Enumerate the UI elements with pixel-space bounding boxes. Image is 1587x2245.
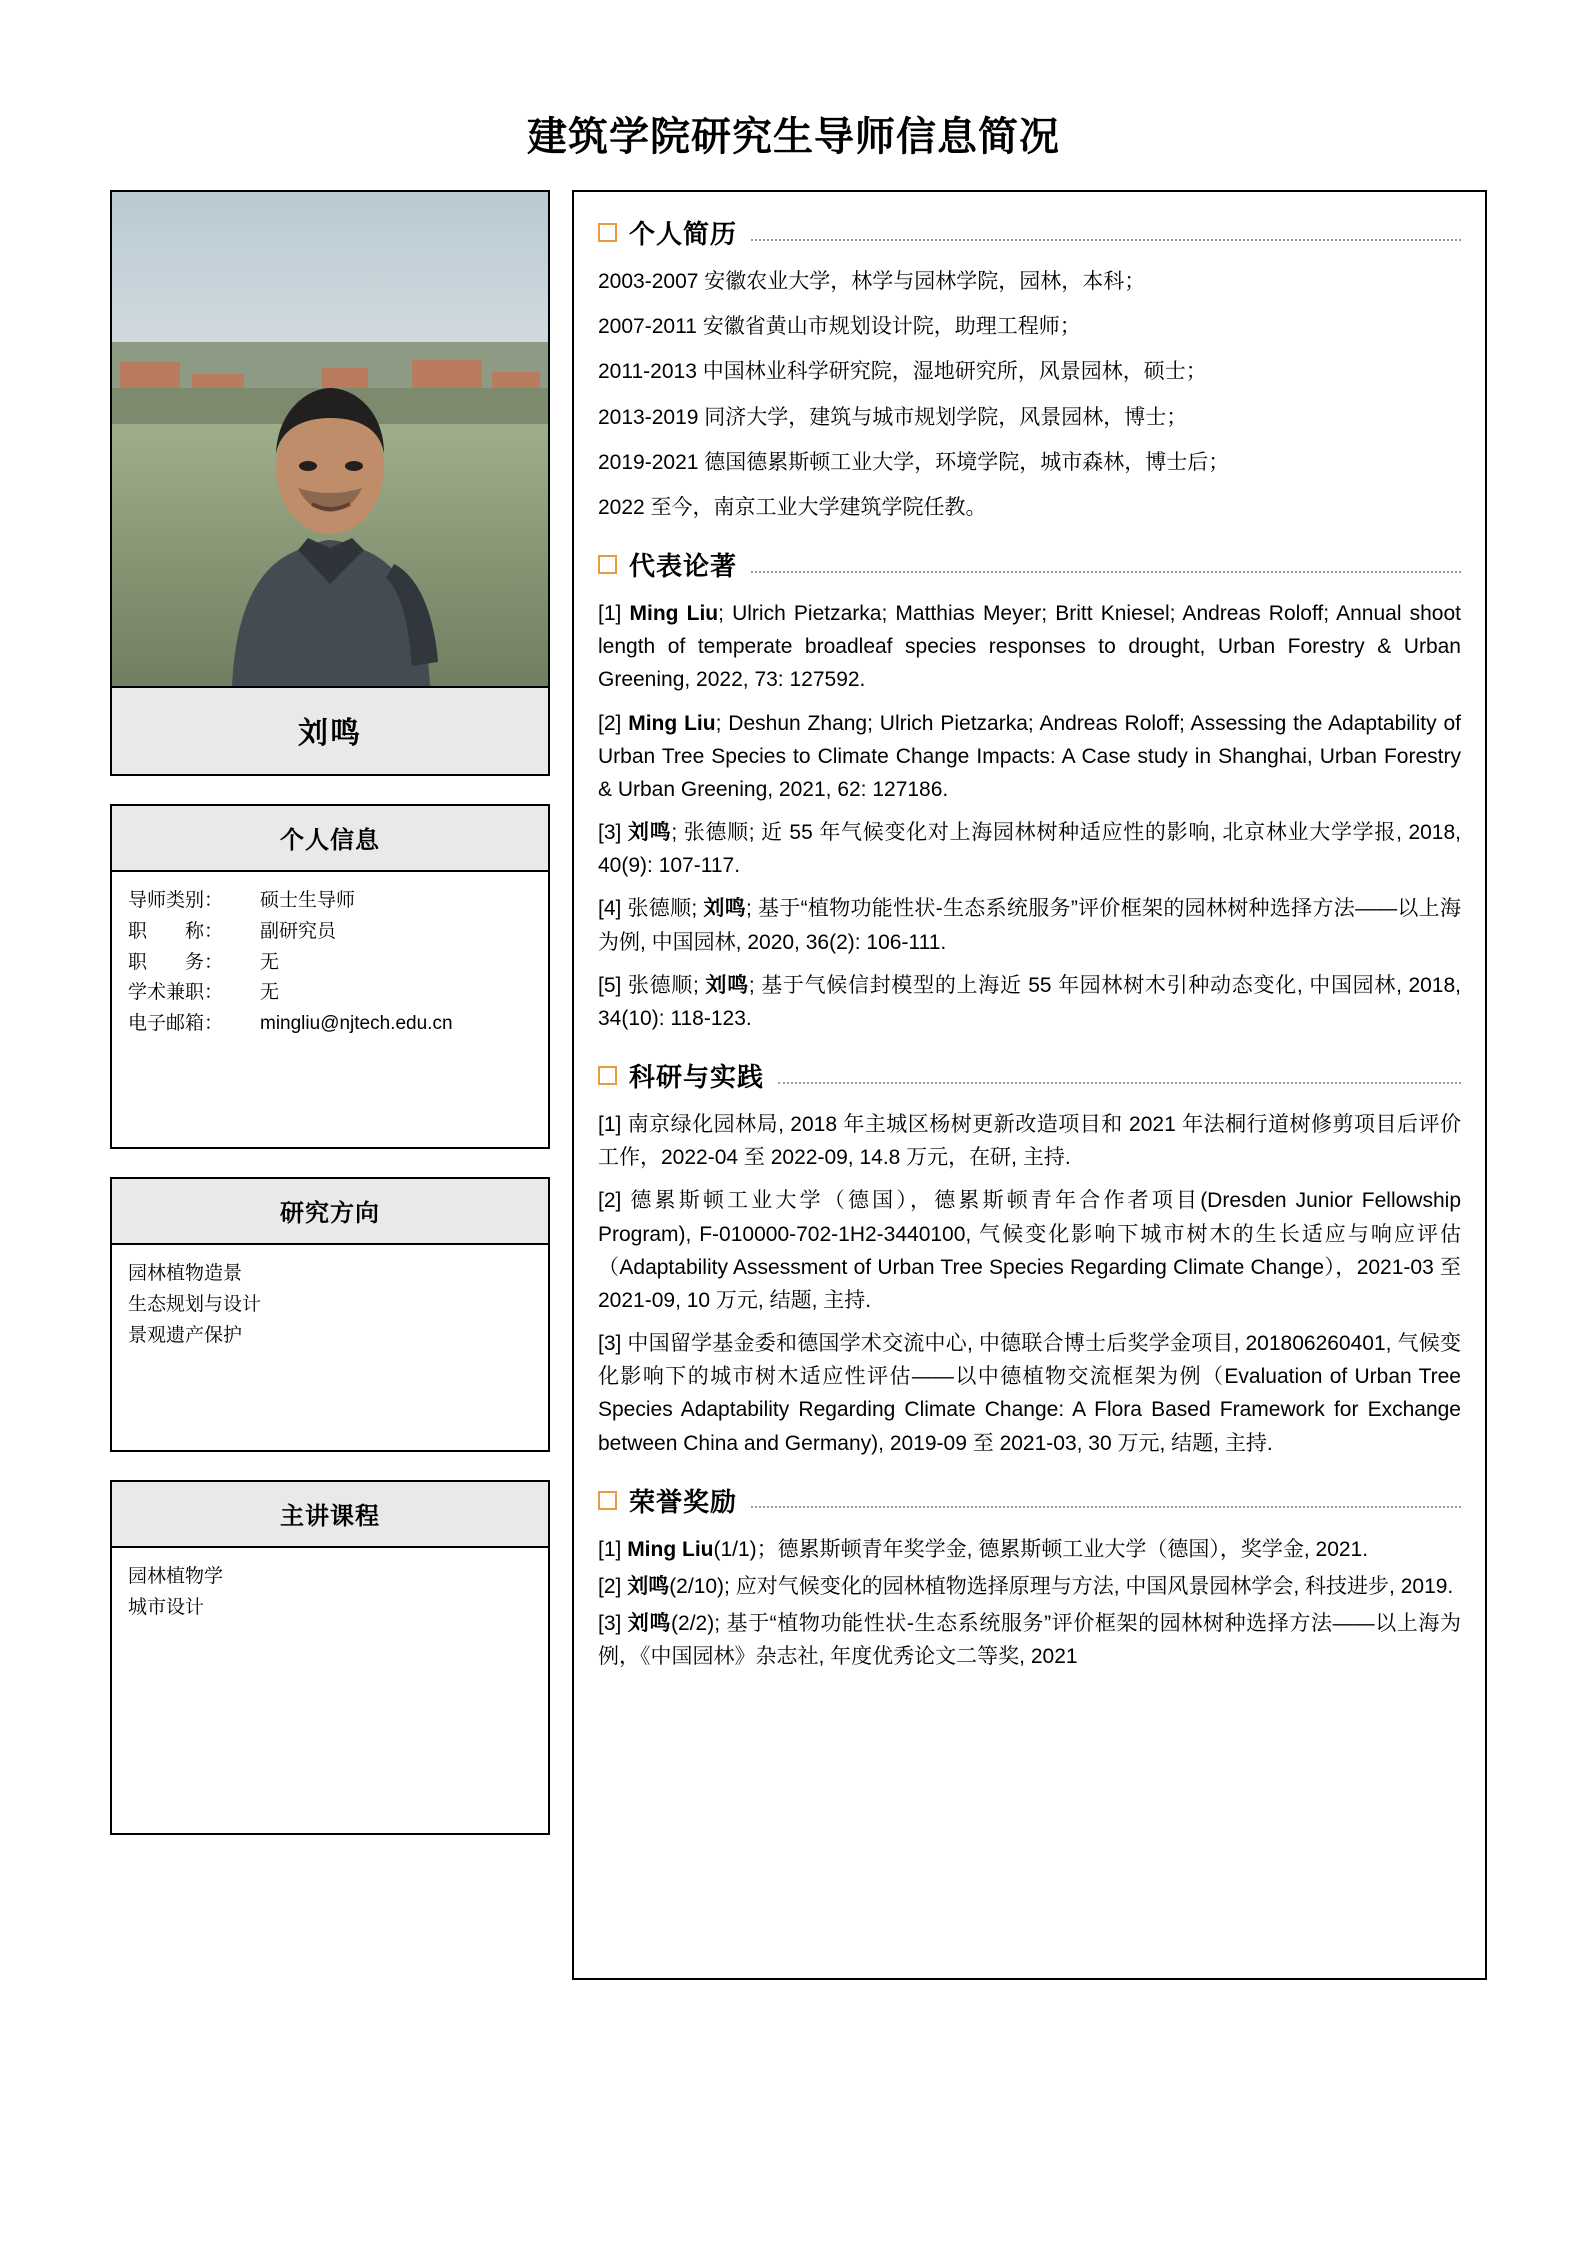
section-divider <box>751 239 1461 241</box>
publication-entry <box>598 969 1461 1035</box>
left-column <box>110 190 550 1835</box>
project-entries <box>598 1108 1461 1460</box>
email-value: mingliu@njtech.edu.cn <box>260 1013 453 1035</box>
award-entry <box>598 1533 1461 1566</box>
section-header-projects <box>598 1057 1461 1094</box>
entry-author: 刘鸣 <box>627 1612 672 1636</box>
portrait-photo <box>112 192 548 686</box>
person-name: 刘鸣 <box>112 686 548 774</box>
entry-index: [4] 张德顺; <box>598 897 704 921</box>
publication-entry <box>598 707 1461 807</box>
square-marker-icon <box>598 555 617 574</box>
entry-text: ; Ulrich Pietzarka; Matthias Meyer; Britt Kniesel; Andreas Roloff; Annual shoot length of temperate broadleaf species responses to drought, Urban Forestry & Urban Greening, 2022, 73: 127592. <box>598 602 1461 692</box>
section-divider <box>778 1082 1461 1084</box>
info-value: 无 <box>260 951 280 973</box>
courses-panel <box>110 1480 550 1835</box>
entry-author: 刘鸣 <box>627 821 672 845</box>
entry-text: ; 基于气候信封模型的上海近 55 年园林树木引种动态变化, 中国园林, 2018, 34(10): 118-123. <box>598 973 1461 1030</box>
list-item: 园林植物学 <box>128 1566 224 1587</box>
info-label: 电子邮箱： <box>128 1013 224 1035</box>
research-directions-heading: 研究方向 <box>112 1179 548 1245</box>
list-item: 城市设计 <box>128 1596 205 1618</box>
publication-entry <box>598 597 1461 697</box>
info-row <box>128 1009 532 1040</box>
document-body <box>0 190 1587 1980</box>
photo-card <box>110 190 550 776</box>
section-title: 科研与实践 <box>629 1062 765 1093</box>
square-marker-icon <box>598 1491 617 1510</box>
entry-text: (2/10); 应对气候变化的园林植物选择原理与方法, 中国风景园林学会, 科技进步, 2019. <box>669 1574 1454 1598</box>
award-entries <box>598 1533 1461 1674</box>
entry-index: [1] <box>598 602 630 626</box>
info-row <box>128 886 532 917</box>
info-label: 导师类别： <box>128 890 224 911</box>
list-item: 园林植物造景 <box>128 1263 243 1284</box>
info-value: 硕士生导师 <box>260 890 356 911</box>
award-entry <box>598 1570 1461 1603</box>
courses-heading: 主讲课程 <box>112 1482 548 1548</box>
section-header-awards <box>598 1482 1461 1519</box>
info-label: 职 务： <box>128 951 224 973</box>
section-header-bio <box>598 214 1461 251</box>
page-title: 建筑学院研究生导师信息简况 <box>527 115 1060 159</box>
info-value: 副研究员 <box>260 920 337 942</box>
square-marker-icon <box>598 223 617 242</box>
project-entry: [1] 南京绿化园林局, 2018 年主城区杨树更新改造项目和 2021 年法桐行道树修剪项目后评价工作，2022-04 至 2022-09, 14.8 万元，在研, 主持. <box>598 1113 1461 1170</box>
entry-author: 刘鸣 <box>705 973 749 997</box>
entry-text: ; Deshun Zhang; Ulrich Pietzarka; Andreas Roloff; Assessing the Adaptability of Urban Tree Species to Climate Change Impacts: A Case study in Shanghai, Urban Forestry & Urban Greening, 2021, 62: 127186. <box>598 711 1462 801</box>
entry-author: Ming Liu <box>627 1537 714 1561</box>
research-directions-body <box>112 1245 548 1450</box>
personal-info-body <box>112 872 548 1147</box>
bio-entries <box>598 265 1461 524</box>
entry-author: Ming Liu <box>629 602 719 626</box>
bio-entry: 2022 至今，南京工业大学建筑学院任教。 <box>598 495 987 519</box>
right-column <box>572 190 1487 1980</box>
publication-entries <box>598 597 1461 1035</box>
research-directions-panel <box>110 1177 550 1452</box>
info-value: 无 <box>260 982 280 1004</box>
section-divider <box>751 1506 1461 1508</box>
entry-text: (2/2); 基于“植物功能性状-生态系统服务”评价框架的园林树种选择方法——以上海为例，《中国园林》杂志社, 年度优秀论文二等奖, 2021 <box>598 1612 1462 1669</box>
list-item: 景观遗产保护 <box>128 1324 243 1346</box>
section-title: 个人简历 <box>629 219 738 249</box>
entry-text: (1/1)；德累斯顿青年奖学金, 德累斯顿工业大学（德国），奖学金, 2021. <box>713 1537 1369 1561</box>
entry-author: 刘鸣 <box>703 897 746 921</box>
bio-entry: 2003-2007 安徽农业大学，林学与园林学院，园林，本科； <box>598 270 1146 293</box>
publication-entry <box>598 816 1461 882</box>
publication-entry <box>598 892 1461 958</box>
project-entry: [3] 中国留学基金委和德国学术交流中心, 中德联合博士后奖学金项目, 201806260401, 气候变化影响下的城市树木适应性评估——以中德植物交流框架为例（Evaluation of Urban Tree Species Adaptability Regarding Climate Change: A Flora Based Framework for Exchange between China and Germany), 2019-09 至 2021-03, 30 万元, 结题, 主持. <box>598 1332 1461 1455</box>
square-marker-icon <box>598 1066 617 1085</box>
info-row <box>128 948 532 979</box>
bio-entry: 2011-2013 中国林业科学研究院，湿地研究所，风景园林，硕士； <box>598 360 1207 384</box>
entry-index: [1] <box>598 1537 628 1561</box>
info-label: 职 称： <box>128 920 224 942</box>
entry-index: [5] 张德顺; <box>598 973 706 997</box>
section-header-publications <box>598 546 1461 583</box>
personal-info-heading: 个人信息 <box>112 806 548 872</box>
info-row <box>128 917 532 948</box>
bio-entry: 2019-2021 德国德累斯顿工业大学，环境学院，城市森林，博士后； <box>598 450 1230 474</box>
info-label: 学术兼职： <box>128 982 224 1004</box>
entry-index: [3] <box>598 821 628 845</box>
entry-index: [2] <box>598 1574 628 1598</box>
entry-index: [2] <box>598 711 629 735</box>
project-entry: [2] 德累斯顿工业大学（德国），德累斯顿青年合作者项目(Dresden Junior Fellowship Program), F-010000-702-1H2-3440100, 气候变化影响下城市树木的生长适应与响应评估（Adaptability Assessment of Urban Tree Species Regarding Climate Change），2021-03 至 2021-09, 10 万元, 结题, 主持. <box>598 1189 1461 1312</box>
section-divider <box>751 571 1461 573</box>
entry-author: Ming Liu <box>628 711 716 735</box>
entry-index: [3] <box>598 1612 628 1636</box>
bio-entry: 2007-2011 安徽省黄山市规划设计院，助理工程师； <box>598 315 1081 339</box>
info-row <box>128 978 532 1009</box>
entry-text: ; 基于“植物功能性状-生态系统服务”评价框架的园林树种选择方法——以上海为例, 中国园林, 2020, 36(2): 106-111. <box>598 897 1461 954</box>
award-entry <box>598 1607 1461 1673</box>
section-title: 代表论著 <box>629 551 738 582</box>
personal-info-panel <box>110 804 550 1149</box>
list-item: 生态规划与设计 <box>128 1293 262 1315</box>
bio-entry: 2013-2019 同济大学，建筑与城市规划学院，风景园林，博士； <box>598 405 1188 429</box>
entry-text: ; 张德顺; 近 55 年气候变化对上海园林树种适应性的影响, 北京林业大学学报, 2018, 40(9): 107-117. <box>598 821 1461 878</box>
entry-author: 刘鸣 <box>627 1574 670 1598</box>
courses-body <box>112 1548 548 1833</box>
section-title: 荣誉奖励 <box>629 1486 738 1517</box>
